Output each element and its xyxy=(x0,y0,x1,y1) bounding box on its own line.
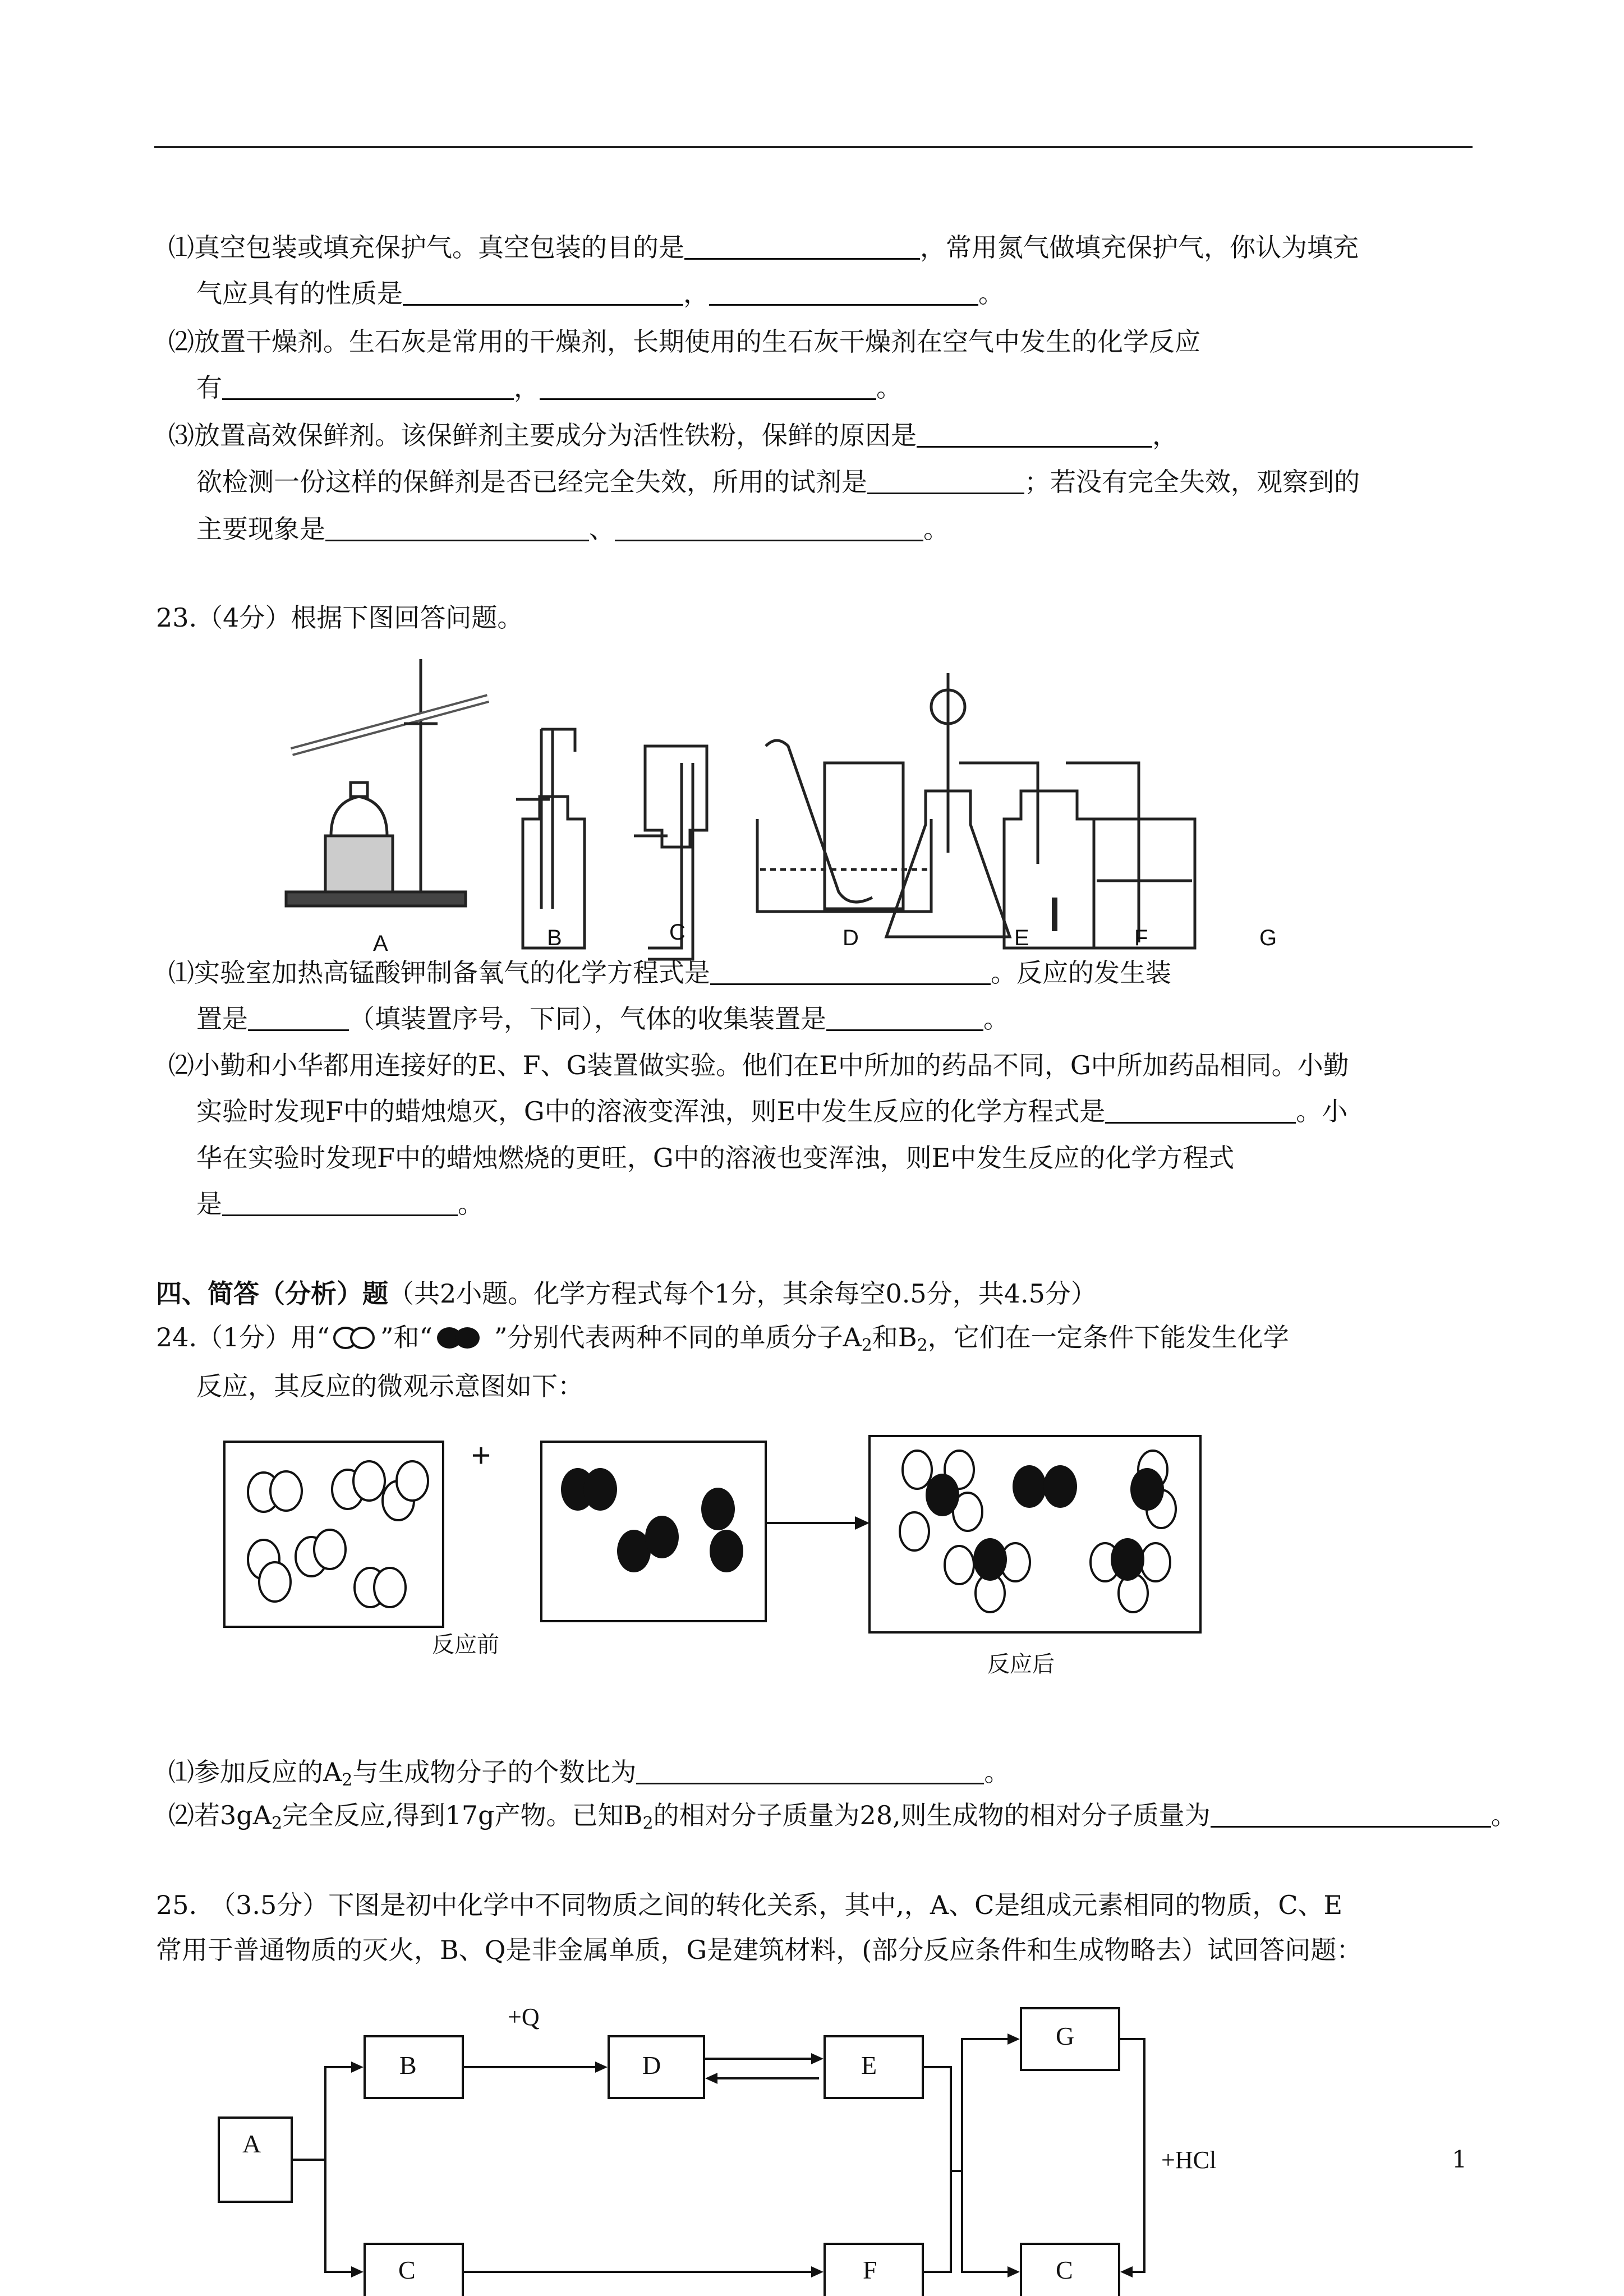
answer-blank[interactable] xyxy=(248,1002,349,1031)
apparatus-b xyxy=(516,729,585,948)
node-c-label: C xyxy=(398,2256,416,2284)
white-molecule-icon xyxy=(330,1325,380,1351)
q24-text: ，它们在一定条件下能发生化学 xyxy=(927,1322,1289,1352)
q24-text: ”和“ xyxy=(380,1322,433,1352)
subscript: 2 xyxy=(342,1770,353,1790)
q22-text: 欲检测一份这样的保鲜剂是否已经完全失效，所用的试剂是 xyxy=(196,467,867,497)
q24-text: 与生成物分子的个数比为 xyxy=(352,1757,637,1787)
answer-blank[interactable] xyxy=(709,277,978,306)
answer-blank[interactable] xyxy=(1105,1095,1296,1124)
section-4-heading xyxy=(156,1276,1097,1311)
answer-blank[interactable] xyxy=(222,371,514,400)
q23-title: 23.（4分）根据下图回答问题。 xyxy=(156,602,523,633)
answer-blank[interactable] xyxy=(615,513,923,541)
q23-text: 华在实验时发现F中的蜡烛燃烧的更旺，G中的溶液也变浑浊，则E中发生反应的化学方程式 xyxy=(196,1143,1235,1173)
label-b: B xyxy=(547,926,562,950)
label-d: D xyxy=(843,926,859,950)
q22-text: 主要现象是 xyxy=(196,514,325,544)
header-rule xyxy=(154,146,1473,148)
node-f-label: F xyxy=(863,2256,877,2284)
answer-blank[interactable] xyxy=(826,1002,983,1031)
node-c2-label: C xyxy=(1056,2256,1073,2284)
q23-text: 。反应的发生装 xyxy=(991,958,1171,988)
q22-line-7 xyxy=(196,512,949,546)
apparatus-a xyxy=(286,659,488,906)
q22-line-1 xyxy=(168,230,1359,265)
q22-line-4 xyxy=(196,370,902,405)
q24-text: 的相对分子质量为28,则生成物的相对分子质量为 xyxy=(653,1800,1211,1830)
apparatus-e xyxy=(886,673,1038,937)
q24-q1 xyxy=(168,1755,1010,1798)
label-after-reaction: 反应后 xyxy=(987,1652,1055,1677)
label-a: A xyxy=(373,931,388,956)
node-b-label: B xyxy=(399,2051,417,2079)
q23-line-4 xyxy=(196,1094,1347,1129)
node-d-label: D xyxy=(642,2051,661,2079)
subscript: 2 xyxy=(917,1336,928,1355)
q22-text: 、 xyxy=(589,514,615,544)
node-g-label: G xyxy=(1056,2022,1075,2050)
answer-blank[interactable] xyxy=(540,371,876,400)
label-before-reaction: 反应前 xyxy=(432,1632,499,1657)
plus-sign: + xyxy=(471,1437,491,1474)
q22-text: ， xyxy=(1152,420,1178,450)
answer-blank[interactable] xyxy=(1211,1799,1491,1828)
section-title: 四、简答（分析）题 xyxy=(156,1278,388,1309)
subscript: 2 xyxy=(271,1814,283,1833)
label-g: G xyxy=(1259,926,1277,950)
answer-blank[interactable] xyxy=(325,513,589,541)
q23-line-3 xyxy=(168,1048,1349,1083)
q22-text: ，常用氮气做填充保护气，你认为填充 xyxy=(920,232,1359,263)
answer-blank[interactable] xyxy=(222,1188,458,1216)
label-c: C xyxy=(669,920,686,945)
q23-line-6 xyxy=(196,1186,484,1221)
q23-text: ⑴实验室加热高锰酸钾制备氧气的化学方程式是 xyxy=(168,958,710,988)
q24-text: 完全反应,得到17g产物。已知B xyxy=(282,1800,643,1830)
q22-text: 。 xyxy=(978,278,1004,309)
q24-text: 24.（1分）用“ xyxy=(156,1322,330,1352)
q22-text: ⑵放置干燥剂。生石灰是常用的干燥剂，长期使用的生石灰干燥剂在空气中发生的化学反应 xyxy=(168,326,1200,357)
q22-text: ⑴真空包装或填充保护气。真空包装的目的是 xyxy=(168,232,684,263)
q22-text: 。 xyxy=(876,372,902,403)
q23-text: 置是 xyxy=(196,1004,248,1034)
subscript: 2 xyxy=(642,1814,654,1833)
q24-text: 。 xyxy=(1490,1800,1517,1830)
section-desc: （共2小题。化学方程式每个1分，其余每空0.5分，共4.5分） xyxy=(388,1278,1097,1309)
q22-text: 气应具有的性质是 xyxy=(196,278,403,309)
label-e: E xyxy=(1014,926,1029,950)
q22-line-6 xyxy=(196,464,1360,499)
q22-text: ⑶放置高效保鲜剂。该保鲜剂主要成分为活性铁粉，保鲜的原因是 xyxy=(168,420,917,450)
q25-line-1: 25. （3.5分）下图是初中化学中不同物质之间的转化关系，其中,，A、C是组成元素相同的物质，C、E xyxy=(156,1890,1343,1920)
micro-reaction-diagram xyxy=(219,1425,1229,1672)
q23-text: ⑵小勤和小华都用连接好的E、F、G装置做实验。他们在E中所加的药品不同，G中所加药品相同。小勤 xyxy=(168,1050,1349,1080)
apparatus-f xyxy=(1004,763,1139,948)
subscript: 2 xyxy=(861,1336,872,1355)
apparatus-figure xyxy=(269,651,1335,965)
q23-line-2 xyxy=(196,1001,1009,1036)
black-molecule-icon xyxy=(433,1325,494,1351)
page-number: 1 xyxy=(1452,2146,1467,2173)
q25-line-2: 常用于普通物质的灭火，B、Q是非金属单质，G是建筑材料，(部分反应条件和生成物略去）试回答问题： xyxy=(156,1935,1363,1965)
reagent-hcl-label: +HCl xyxy=(1161,2146,1217,2174)
answer-blank[interactable] xyxy=(636,1756,984,1784)
q23-line-1 xyxy=(168,955,1171,990)
q23-text: 是 xyxy=(196,1189,222,1219)
q22-line-3 xyxy=(168,324,1200,359)
answer-blank[interactable] xyxy=(710,956,991,985)
q24-text: 。 xyxy=(984,1757,1010,1787)
reagent-q-label: +Q xyxy=(508,2003,540,2031)
q22-text: 。 xyxy=(923,514,949,544)
q24-q2 xyxy=(168,1798,1517,1841)
q23-line-5 xyxy=(196,1140,1234,1175)
q22-line-5 xyxy=(168,418,1178,453)
q22-text: ， xyxy=(683,278,709,309)
q23-text: 。 xyxy=(983,1004,1009,1034)
q22-line-2 xyxy=(196,276,1004,311)
q24-line-1 xyxy=(156,1320,1289,1363)
q24-text: 和B xyxy=(872,1322,917,1352)
q24-text: ”分别代表两种不同的单质分子A xyxy=(494,1322,862,1352)
q24-text: ⑴参加反应的A xyxy=(168,1757,342,1787)
node-a-label: A xyxy=(242,2129,261,2158)
answer-blank[interactable] xyxy=(867,466,1024,494)
label-f: F xyxy=(1134,926,1148,950)
answer-blank[interactable] xyxy=(403,277,683,306)
q23-text: 。小 xyxy=(1296,1096,1348,1126)
q23-text: 实验时发现F中的蜡烛熄灭，G中的溶液变浑浊，则E中发生反应的化学方程式是 xyxy=(196,1096,1106,1126)
q23-text: 。 xyxy=(458,1189,484,1219)
answer-blank[interactable] xyxy=(684,231,920,260)
q22-text: ， xyxy=(514,372,540,403)
node-e-label: E xyxy=(861,2051,877,2079)
q22-text: 有 xyxy=(196,372,222,403)
q23-text: （填装置序号，下同），气体的收集装置是 xyxy=(349,1004,826,1034)
conversion-diagram xyxy=(213,1997,1279,2296)
q22-text: ；若没有完全失效，观察到的 xyxy=(1024,467,1360,497)
q24-text: ⑵若3gA xyxy=(168,1800,272,1830)
answer-blank[interactable] xyxy=(917,419,1152,448)
q24-line-2: 反应，其反应的微观示意图如下： xyxy=(196,1371,583,1401)
